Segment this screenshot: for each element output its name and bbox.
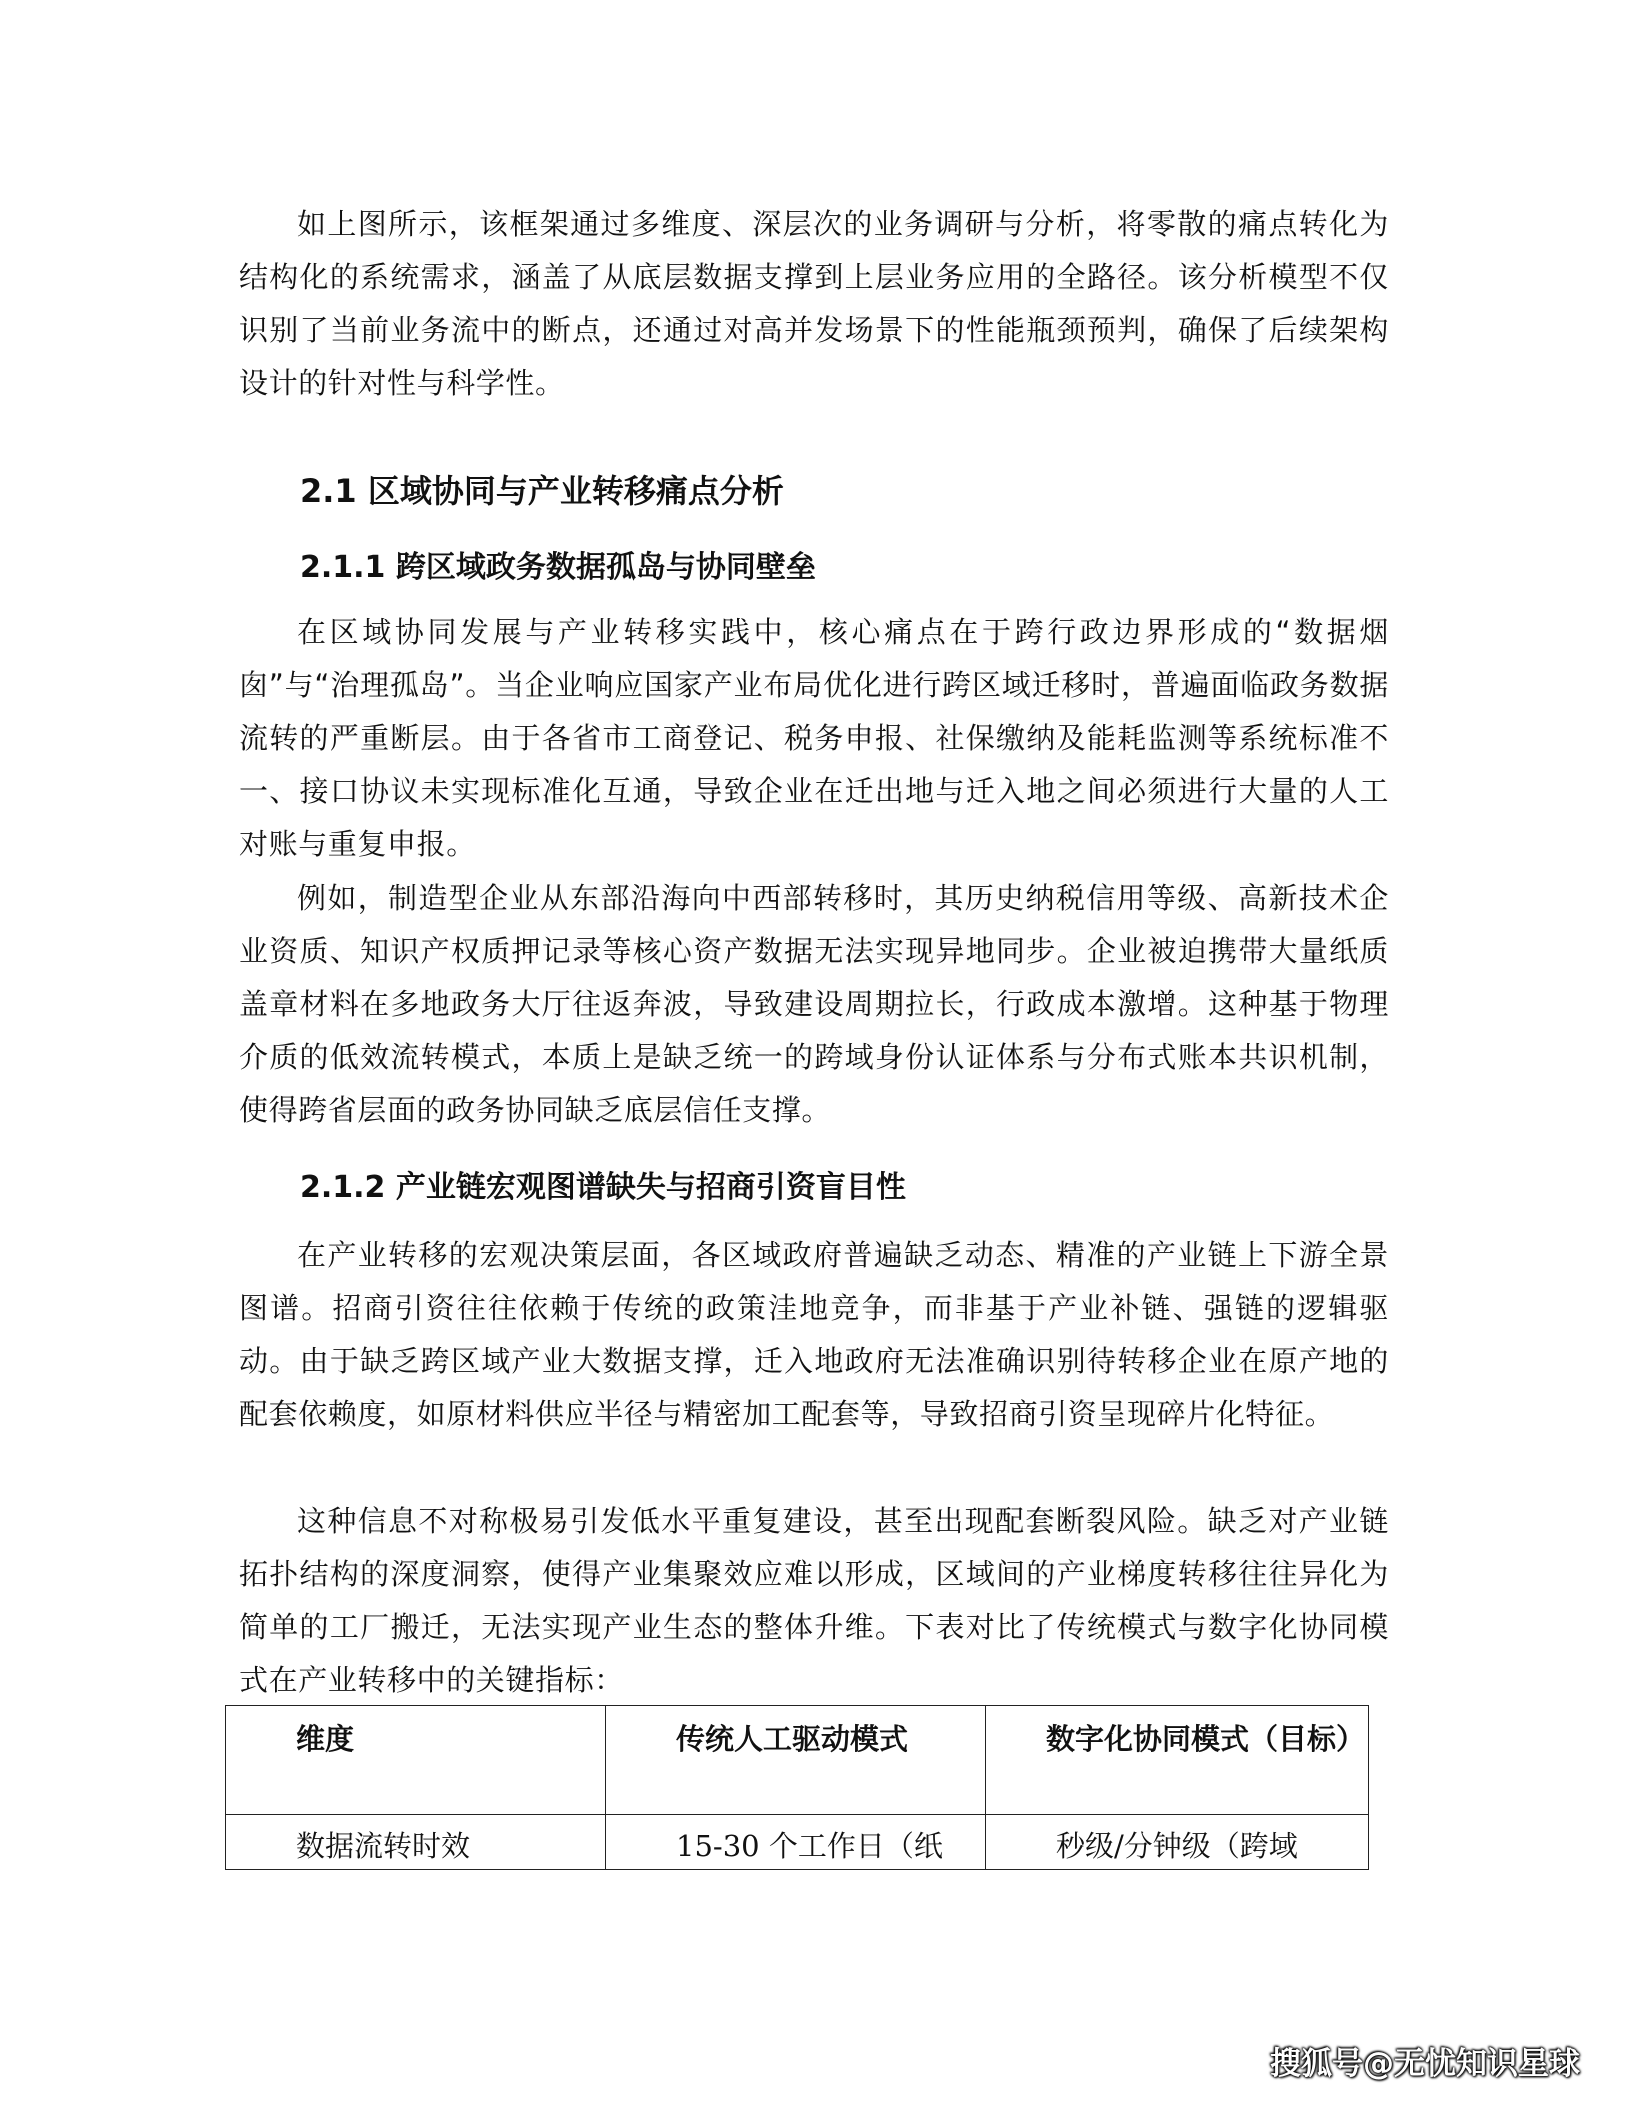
table-cell: 秒级/分钟级（跨域 — [986, 1815, 1369, 1870]
table-header-dimension: 维度 — [226, 1706, 606, 1815]
subsection-heading-2-1-2: 2.1.2 产业链宏观图谱缺失与招商引资盲目性 — [300, 1170, 906, 1205]
table-row — [226, 1815, 1369, 1870]
table-header-row — [226, 1706, 1369, 1815]
subsection-heading-2-1-1: 2.1.1 跨区域政务数据孤岛与协同壁垒 — [300, 550, 816, 585]
paragraph-2-1-1-a: 在区域协同发展与产业转移实践中，核心痛点在于跨行政边界形成的“数据烟囱”与“治理孤岛”。当企业响应国家产业布局优化进行跨区域迁移时，普遍面临政务数据流转的严重断层。由于各省市工商登记、税务申报、社保缴纳及能耗监测等系统标准不一、接口协议未实现标准化互通，导致企业在迁出地与迁入地之间必须进行大量的人工对账与重复申报。 — [239, 615, 1389, 861]
intro-paragraph: 如上图所示，该框架通过多维度、深层次的业务调研与分析，将零散的痛点转化为结构化的系统需求，涵盖了从底层数据支撑到上层业务应用的全路径。该分析模型不仅识别了当前业务流中的断点，还通过对高并发场景下的性能瓶颈预判，确保了后续架构设计的针对性与科学性。 — [239, 207, 1389, 400]
table-header-traditional: 传统人工驱动模式 — [606, 1706, 986, 1815]
comparison-table — [225, 1705, 1369, 1870]
paragraph-2-1-1-b: 例如，制造型企业从东部沿海向中西部转移时，其历史纳税信用等级、高新技术企业资质、知识产权质押记录等核心资产数据无法实现异地同步。企业被迫携带大量纸质盖章材料在多地政务大厅往返奔波，导致建设周期拉长，行政成本激增。这种基于物理介质的低效流转模式，本质上是缺乏统一的跨域身份认证体系与分布式账本共识机制，使得跨省层面的政务协同缺乏底层信任支撑。 — [239, 881, 1389, 1127]
section-heading-2-1: 2.1 区域协同与产业转移痛点分析 — [300, 472, 784, 510]
paragraph-2-1-2-b: 这种信息不对称极易引发低水平重复建设，甚至出现配套断裂风险。缺乏对产业链拓扑结构的深度洞察，使得产业集聚效应难以形成，区域间的产业梯度转移往往异化为简单的工厂搬迁，无法实现产业生态的整体升维。下表对比了传统模式与数字化协同模式在产业转移中的关键指标： — [239, 1504, 1389, 1697]
watermark: 搜狐号@无忧知识星球 — [1270, 2046, 1580, 2082]
table-cell: 数据流转时效 — [226, 1815, 606, 1870]
table-cell: 15-30 个工作日（纸 — [606, 1815, 986, 1870]
table-header-digital: 数字化协同模式（目标） — [986, 1706, 1369, 1815]
paragraph-2-1-2-a: 在产业转移的宏观决策层面，各区域政府普遍缺乏动态、精准的产业链上下游全景图谱。招商引资往往依赖于传统的政策洼地竞争，而非基于产业补链、强链的逻辑驱动。由于缺乏跨区域产业大数据支撑，迁入地政府无法准确识别待转移企业在原产地的配套依赖度，如原材料供应半径与精密加工配套等，导致招商引资呈现碎片化特征。 — [239, 1238, 1389, 1431]
